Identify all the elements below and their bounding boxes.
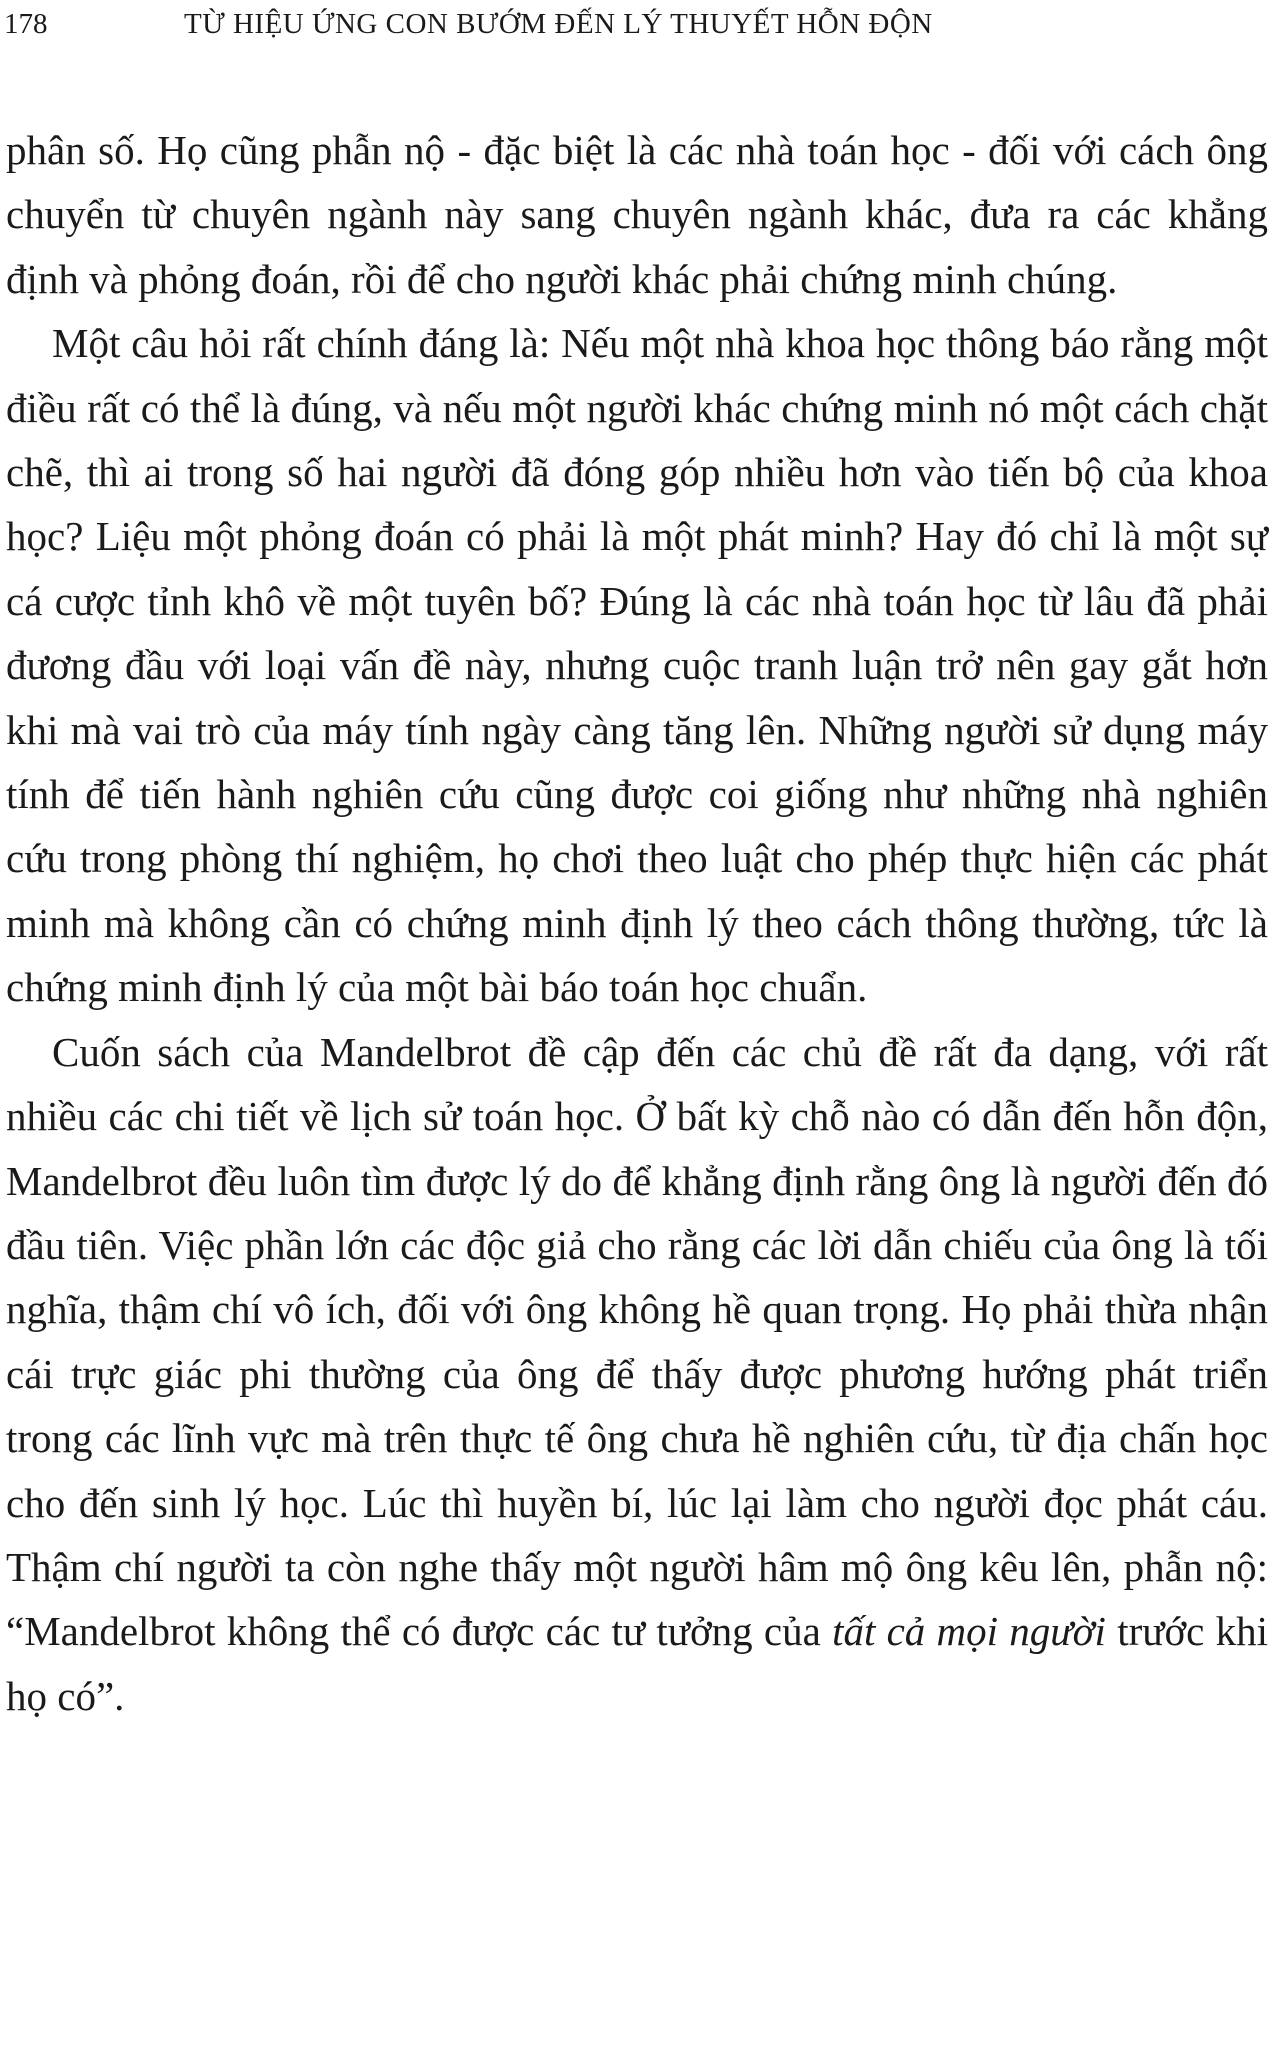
running-head xyxy=(4,4,1264,44)
paragraph-mandelbrot xyxy=(6,1020,1268,1728)
italic-phrase: tất cả mọi người xyxy=(832,1608,1106,1655)
paragraph-mandelbrot-tail: trước khi họ có”. xyxy=(6,1608,1268,1719)
page-number: 178 xyxy=(4,8,48,40)
paragraph-continued: phân số. Họ cũng phẫn nộ - đặc biệt là các nhà toán học - đối với cách ông chuyển từ chuyên ngành này sang chuyên ngành khác, đưa ra các khẳng định và phỏng đoán, rồi để cho người khác phải chứng minh chúng. xyxy=(6,127,1268,302)
body-text xyxy=(6,118,1268,1728)
running-title: TỪ HIỆU ỨNG CON BƯỚM ĐẾN LÝ THUYẾT HỖN ĐỘN xyxy=(184,8,933,40)
paragraph-question: Một câu hỏi rất chính đáng là: Nếu một nhà khoa học thông báo rằng một điều rất có thể là đúng, và nếu một người khác chứng minh nó một cách chặt chẽ, thì ai trong số hai người đã đóng góp nhiều hơn vào tiến bộ của khoa học? Liệu một phỏng đoán có phải là một phát minh? Hay đó chỉ là một sự cá cược tỉnh khô về một tuyên bố? Đúng là các nhà toán học từ lâu đã phải đương đầu với loại vấn đề này, nhưng cuộc tranh luận trở nên gay gắt hơn khi mà vai trò của máy tính ngày càng tăng lên. Những người sử dụng máy tính để tiến hành nghiên cứu cũng được coi giống như những nhà nghiên cứu trong phòng thí nghiệm, họ chơi theo luật cho phép thực hiện các phát minh mà không cần có chứng minh định lý theo cách thông thường, tức là chứng minh định lý của một bài báo toán học chuẩn. xyxy=(6,320,1268,1011)
paragraph-mandelbrot-text: Cuốn sách của Mandelbrot đề cập đến các chủ đề rất đa dạng, với rất nhiều các chi tiết về lịch sử toán học. Ở bất kỳ chỗ nào có dẫn đến hỗn độn, Mandelbrot đều luôn tìm được lý do để khẳng định rằng ông là người đến đó đầu tiên. Việc phần lớn các độc giả cho rằng các lời dẫn chiếu của ông là tối nghĩa, thậm chí vô ích, đối với ông không hề quan trọng. Họ phải thừa nhận cái trực giác phi thường của ông để thấy được phương hướng phát triển trong các lĩnh vực mà trên thực tế ông chưa hề nghiên cứu, từ địa chấn học cho đến sinh lý học. Lúc thì huyền bí, lúc lại làm cho người đọc phát cáu. Thậm chí người ta còn nghe thấy một người hâm mộ ông kêu lên, phẫn nộ: “Mandelbrot không thể có được các tư tưởng của xyxy=(6,1028,1268,1655)
